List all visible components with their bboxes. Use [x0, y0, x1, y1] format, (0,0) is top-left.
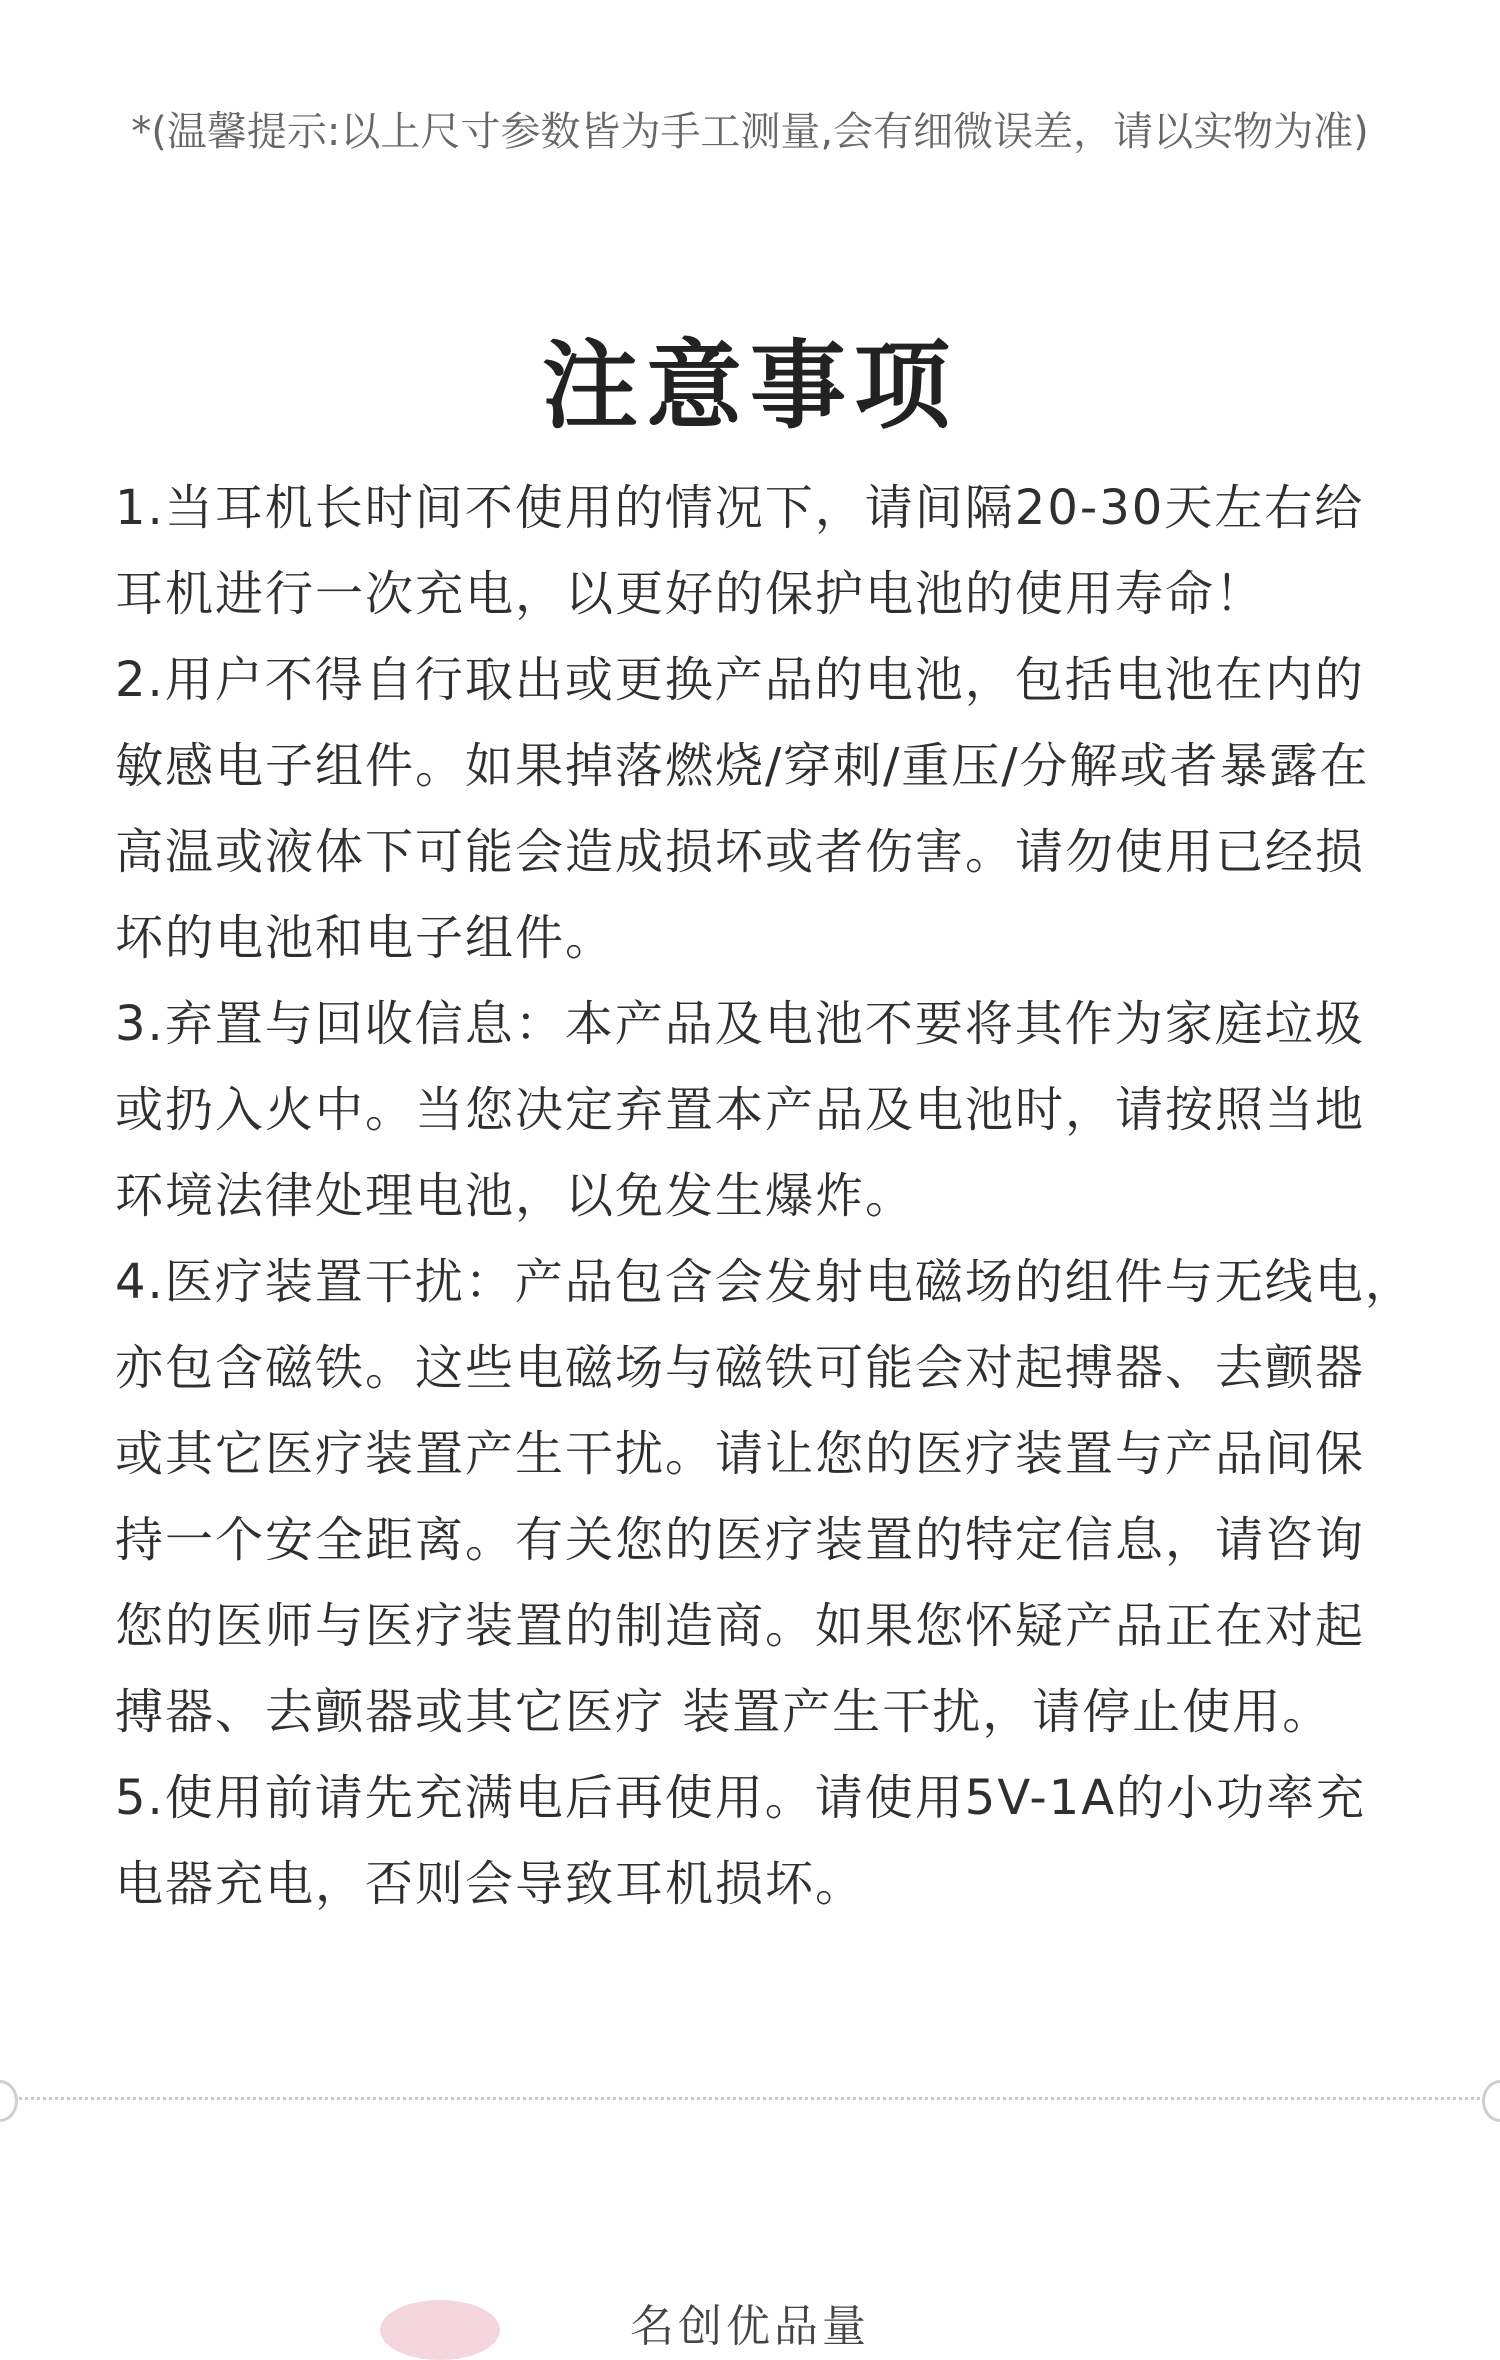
note-line: 5.使用前请先充满电后再使用。请使用5V-1A的小功率充 [115, 1770, 1367, 1826]
size-disclaimer: *(温馨提示:以上尺寸参数皆为手工测量,会有细微误差，请以实物为准) [131, 109, 1369, 155]
footer-brand: 名创优品量 [630, 2301, 870, 2352]
note-line: 亦包含磁铁。这些电磁场与磁铁可能会对起搏器、去颤器 [115, 1340, 1366, 1396]
note-line: 持一个安全距离。有关您的医疗装置的特定信息，请咨询 [115, 1512, 1366, 1568]
note-line: 3.弃置与回收信息：本产品及电池不要将其作为家庭垃圾 [115, 996, 1365, 1052]
note-line: 高温或液体下可能会造成损坏或者伤害。请勿使用已经损 [115, 824, 1366, 880]
note-line: 敏感电子组件。如果掉落燃烧/穿刺/重压/分解或者暴露在 [115, 738, 1370, 794]
note-line: 2.用户不得自行取出或更换产品的电池，包括电池在内的 [115, 652, 1365, 708]
note-line: 电器充电，否则会导致耳机损坏。 [115, 1856, 866, 1912]
note-line: 您的医师与医疗装置的制造商。如果您怀疑产品正在对起 [115, 1598, 1366, 1654]
note-line: 耳机进行一次充电，以更好的保护电池的使用寿命！ [115, 566, 1266, 622]
divider-notch-right [1482, 2080, 1500, 2122]
note-line: 1.当耳机长时间不使用的情况下，请间隔20-30天左右给 [115, 480, 1365, 536]
note-line: 或扔入火中。当您决定弃置本产品及电池时，请按照当地 [115, 1082, 1366, 1138]
note-line: 坏的电池和电子组件。 [115, 910, 616, 966]
divider-notch-left [0, 2080, 18, 2122]
notes-list [115, 465, 1415, 1927]
note-line: 4.医疗装置干扰：产品包含会发射电磁场的组件与无线电， [115, 1254, 1415, 1310]
note-line: 搏器、去颤器或其它医疗 装置产生干扰，请停止使用。 [115, 1684, 1333, 1740]
note-line: 或其它医疗装置产生干扰。请让您的医疗装置与产品间保 [115, 1426, 1366, 1482]
page-title: 注意事项 [542, 330, 958, 442]
dotted-divider [12, 2097, 1488, 2100]
note-line: 环境法律处理电池，以免发生爆炸。 [115, 1168, 916, 1224]
